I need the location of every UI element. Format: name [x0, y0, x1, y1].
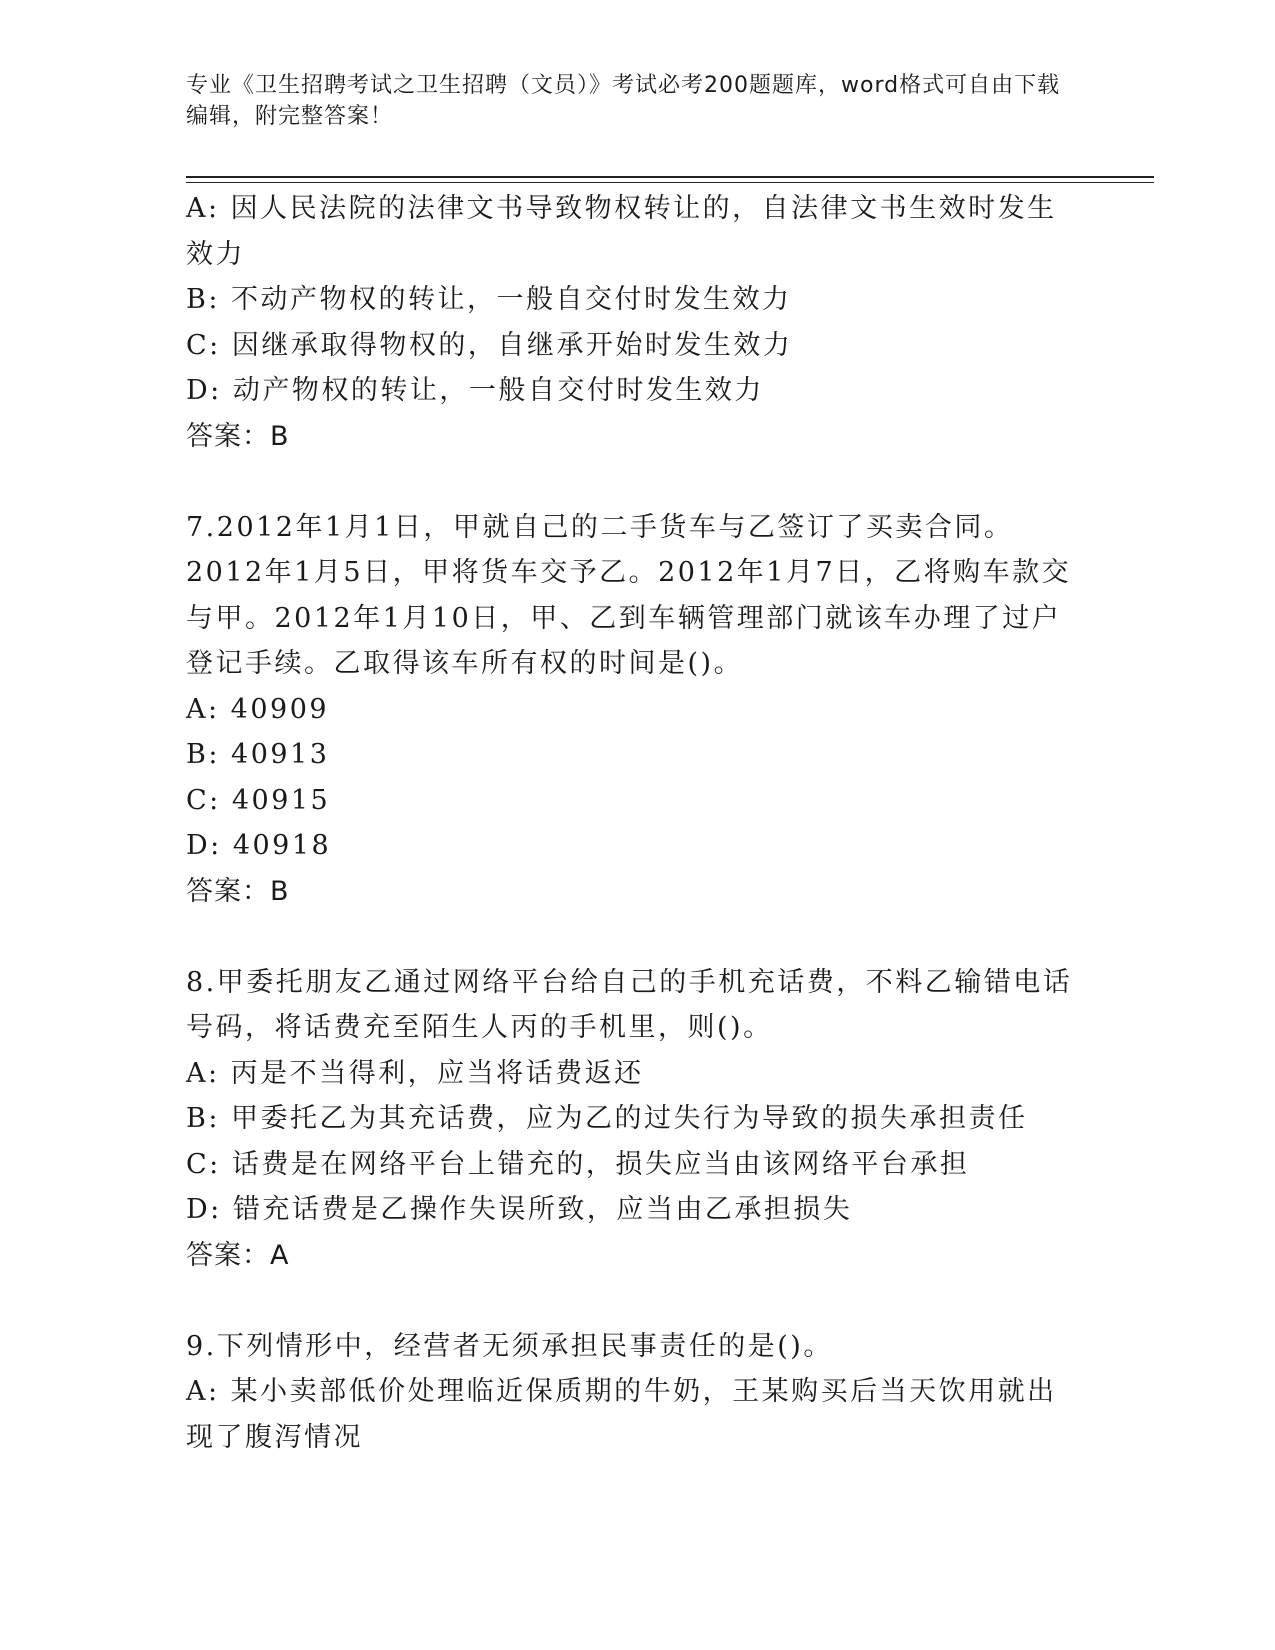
option-b: B: 40913 — [186, 739, 330, 770]
answer-label: 答案：A — [186, 1239, 290, 1271]
question-stem: 9.下列情形中，经营者无须承担民事责任的是()。 — [186, 1330, 833, 1362]
header-rule-thin — [186, 182, 1154, 183]
option-a: A: 某小卖部低价处理临近保质期的牛奶，王某购买后当天饮用就出现了腹泻情况 — [186, 1376, 1057, 1453]
question-9-block — [186, 1324, 1086, 1461]
option-d: D: 40918 — [186, 830, 332, 861]
document-header: 专业《卫生招聘考试之卫生招聘（文员）》考试必考200题题库，word格式可自由下载编辑，附完整答案！ — [186, 73, 1061, 129]
spacer — [186, 1278, 1086, 1324]
spacer — [186, 459, 1086, 505]
option-c: C: 因继承取得物权的，自继承开始时发生效力 — [186, 329, 793, 361]
answer-label: 答案：B — [186, 875, 290, 907]
answer-label: 答案：B — [186, 420, 290, 452]
option-b: B: 甲委托乙为其充话费，应为乙的过失行为导致的损失承担责任 — [186, 1103, 1028, 1134]
question-stem: 8.甲委托朋友乙通过网络平台给自己的手机充话费，不料乙输错电话号码，将话费充至陌生人丙的手机里，则()。 — [186, 966, 1073, 1043]
option-a: A: 40909 — [186, 693, 330, 725]
option-b: B: 不动产物权的转让，一般自交付时发生效力 — [186, 284, 792, 315]
option-a: A: 丙是不当得利，应当将话费返还 — [186, 1057, 644, 1089]
option-d: D: 动产物权的转让，一般自交付时发生效力 — [186, 375, 764, 406]
question-6-block — [186, 186, 1086, 459]
spacer — [186, 914, 1086, 960]
option-d: D: 错充话费是乙操作失误所致，应当由乙承担损失 — [186, 1194, 853, 1225]
option-c: C: 话费是在网络平台上错充的，损失应当由该网络平台承担 — [186, 1148, 970, 1180]
question-stem: 7.2012年1月1日，甲就自己的二手货车与乙签订了买卖合同。2012年1月5日，甲将货车交予乙。2012年1月7日，乙将购车款交与甲。2012年1月10日，甲、乙到车辆管理部门就该车办理了过户登记手续。乙取得该车所有权的时间是()。 — [186, 511, 1072, 679]
question-8-block — [186, 960, 1086, 1279]
header-rule-thick — [186, 176, 1154, 178]
question-7-block — [186, 505, 1086, 915]
question-list — [186, 186, 1086, 1460]
option-c: C: 40915 — [186, 784, 331, 816]
option-a: A: 因人民法院的法律文书导致物权转让的，自法律文书生效时发生效力 — [186, 193, 1057, 270]
